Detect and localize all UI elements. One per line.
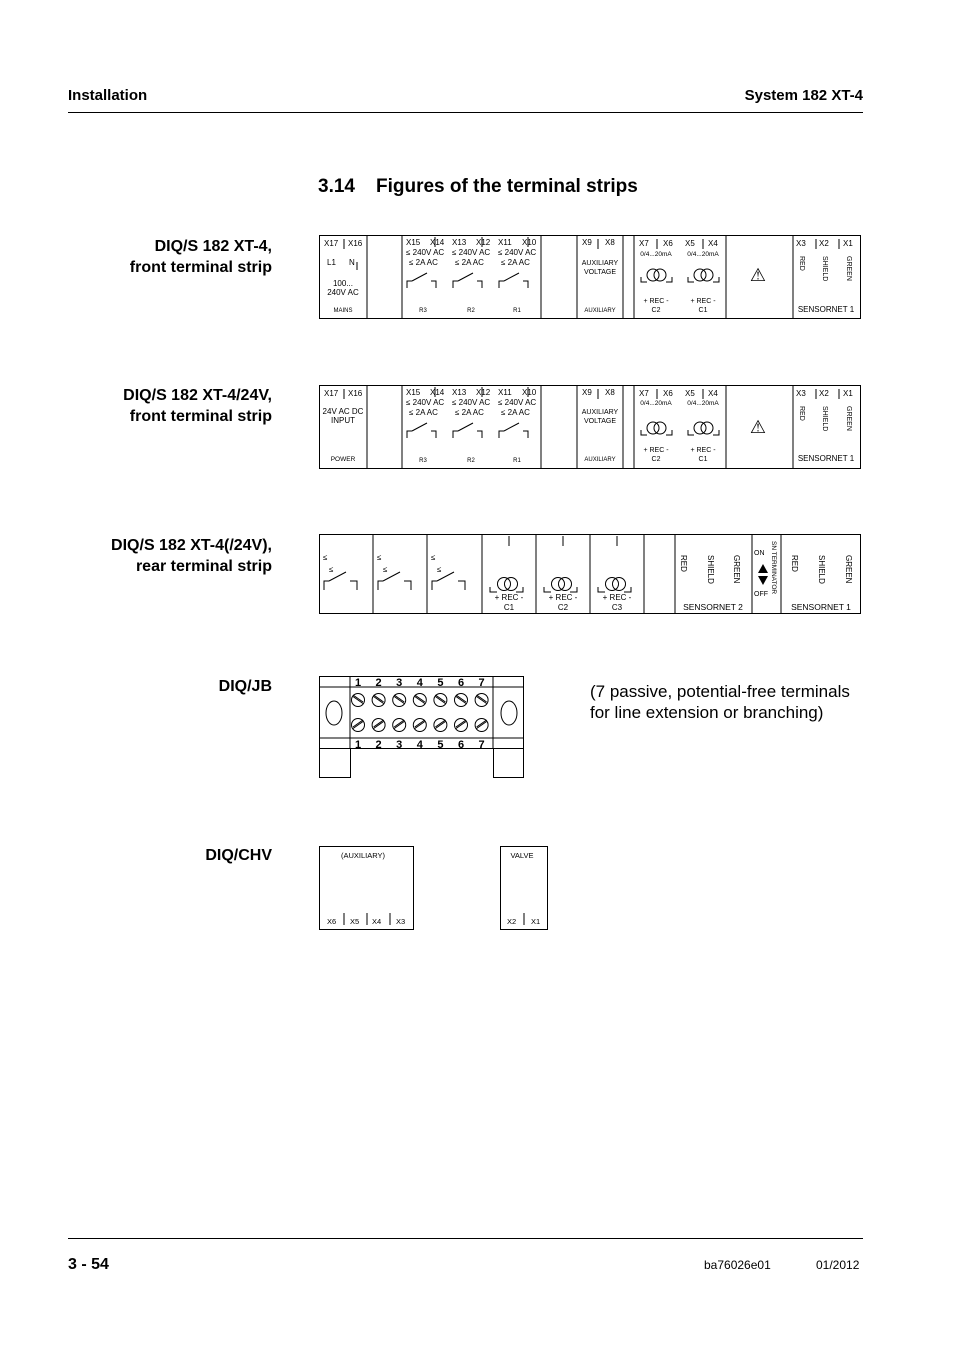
section-number: 3.14: [318, 176, 355, 197]
label-jb: DIQ/JB: [218, 678, 272, 695]
x15-term: X15: [406, 238, 421, 247]
r2-volt: ≤ 240V AC: [452, 248, 491, 257]
sn-red: RED: [798, 406, 805, 421]
r2-label: R2: [467, 308, 475, 314]
rear-c3-label: C3: [611, 603, 623, 612]
chv-x3-term: X3: [396, 917, 406, 926]
relay-r1-icon: [499, 423, 528, 438]
jb-screw-upper-2-icon: [372, 694, 385, 707]
relay-r1-icon: [499, 273, 528, 288]
x9-term: X9: [582, 238, 592, 247]
r1-amp: ≤ 2A AC: [501, 408, 530, 417]
r2-amp: ≤ 2A AC: [455, 408, 484, 417]
front24-terminal-strip: [319, 385, 861, 470]
r3-label: R3: [419, 308, 427, 314]
jb-top-number: 6: [457, 677, 465, 689]
sensornet1-label: SENSORNET 1: [797, 305, 855, 314]
x8-term: X8: [605, 388, 615, 397]
rear-relay-r2-icon: [378, 572, 411, 590]
aux-label: AUXILIARY: [584, 457, 616, 463]
jb-screw-upper-7-icon: [475, 694, 488, 707]
chv-x6-term: X6: [327, 917, 337, 926]
x3-term: X3: [796, 239, 806, 248]
rear-terminal-strip: [319, 534, 861, 616]
label-rear-line2: rear terminal strip: [135, 558, 272, 575]
mains-label: MAINS: [333, 308, 353, 314]
x8-term: X8: [605, 238, 615, 247]
rear-relay-r1-icon: [432, 572, 465, 590]
rear-relay-r3-icon: [324, 572, 357, 590]
sn-red: RED: [798, 256, 805, 271]
relay-r2-icon: [453, 273, 482, 288]
x2-term: X2: [819, 389, 829, 398]
rear-c1-rec: + REC -: [494, 593, 524, 602]
r2-label: R2: [467, 458, 475, 464]
rear-r2-le1: ≤: [377, 553, 382, 562]
r1-volt: ≤ 240V AC: [498, 398, 537, 407]
jb-screw-lower-7-icon: [475, 719, 488, 732]
r3-volt: ≤ 240V AC: [406, 248, 445, 257]
r1-amp: ≤ 2A AC: [501, 258, 530, 267]
x7-term: X7: [639, 239, 649, 248]
mains-volt-1: 100...: [332, 279, 354, 288]
mains-volt-2: 240V AC: [327, 288, 359, 297]
c2-range: 0/4...20mA: [640, 400, 672, 407]
rear-r3-le2: ≤: [329, 565, 334, 574]
jb-screw-lower-6-icon: [455, 719, 468, 732]
current-source-icons: [641, 422, 719, 435]
l1-pin: L1: [327, 258, 336, 267]
chv-terminal-blocks: [319, 846, 551, 932]
rear-r1-le2: ≤: [437, 565, 442, 574]
jb-screw-lower-2-icon: [372, 719, 385, 732]
terminator-on: ON: [754, 550, 765, 557]
current-source-c2-icon: [641, 269, 672, 282]
x16-term: X16: [348, 239, 363, 248]
relay-contact-icons: [407, 423, 528, 438]
label-front-line1: DIQ/S 182 XT-4,: [154, 238, 272, 255]
x4-term: X4: [708, 389, 718, 398]
jb-screw-lower-3-icon: [393, 719, 406, 732]
x11-term: X11: [498, 388, 512, 397]
rear-c2-rec: + REC -: [548, 593, 578, 602]
x14-term: X14: [430, 238, 445, 247]
r1-label: R1: [513, 458, 521, 464]
front-terminal-strip: [319, 235, 861, 320]
sn1-shield: SHIELD: [817, 555, 826, 584]
warning-icon: ⚠: [749, 265, 767, 285]
sn1-green: GREEN: [844, 555, 853, 584]
r1-label: R1: [513, 308, 521, 314]
x4-term: X4: [708, 239, 718, 248]
c2-label: C2: [651, 456, 661, 463]
jb-top-number: 2: [375, 677, 382, 689]
relay-contact-icons: [407, 273, 528, 288]
sn2-green: GREEN: [732, 555, 741, 584]
r3-amp: ≤ 2A AC: [409, 258, 438, 267]
current-source-icons: [641, 269, 719, 282]
chv-valve-title: VALVE: [510, 851, 534, 860]
power-label: POWER: [330, 456, 356, 463]
current-source-c1-icon: [688, 269, 719, 282]
terminator-label: SN TERMINATOR: [770, 541, 777, 595]
aux-text-1: AUXILIARY: [581, 260, 619, 267]
jb-bottom-number: 5: [437, 739, 444, 751]
power-text-2: INPUT: [331, 416, 355, 425]
x5-term: X5: [685, 389, 695, 398]
c1-rec: + REC -: [690, 298, 716, 305]
aux-text-2: VOLTAGE: [583, 269, 617, 276]
x1-term: X1: [843, 389, 853, 398]
jb-mounting-hole-left: [326, 701, 342, 725]
label-front-strip: [130, 236, 272, 278]
x10-term: X10: [522, 238, 537, 247]
rear-r1-le1: ≤: [431, 553, 436, 562]
x14-term: X14: [430, 388, 445, 397]
jb-note-line1: (7 passive, potential-free terminals: [590, 682, 850, 701]
sn-green: GREEN: [845, 256, 852, 281]
sensornet1-label: SENSORNET 1: [797, 454, 855, 463]
chv-x2-term: X2: [507, 917, 517, 926]
jb-bottom-number: 4: [416, 739, 423, 751]
c2-range: 0/4...20mA: [640, 251, 672, 258]
jb-top-number: 4: [416, 677, 423, 689]
sn2-red: RED: [679, 555, 688, 572]
x10-term: X10: [522, 388, 537, 397]
rear-current-c1-icon: [490, 578, 523, 593]
power-text-1: 24V AC DC: [322, 407, 364, 416]
c2-rec: + REC -: [643, 447, 669, 454]
jb-bottom-number: 2: [375, 739, 382, 751]
chv-x4-term: X4: [372, 917, 382, 926]
jb-note-line2: for line extension or branching): [590, 703, 824, 722]
relay-r3-icon: [407, 423, 436, 438]
rear-current-c3-icon: [598, 578, 631, 593]
label-chv: DIQ/CHV: [205, 847, 272, 864]
n-pin: N: [349, 258, 355, 267]
jb-top-number: 5: [437, 677, 444, 689]
sn-shield: SHIELD: [821, 256, 828, 282]
rear-current-c2-icon: [544, 578, 577, 593]
terminator-off: OFF: [754, 591, 768, 598]
x17-term: X17: [324, 239, 339, 248]
jb-terminal-block: [319, 676, 525, 780]
rear-r3-le1: ≤: [323, 553, 328, 562]
relay-r2-icon: [453, 423, 482, 438]
aux-label: AUXILIARY: [584, 308, 616, 314]
r1-volt: ≤ 240V AC: [498, 248, 537, 257]
jb-bottom-number: 6: [457, 739, 465, 751]
header-left: Installation: [68, 87, 148, 104]
jb-screw-lower-4-icon: [413, 719, 426, 732]
c1-range: 0/4...20mA: [687, 251, 719, 258]
label-front24-strip: [123, 385, 272, 427]
jb-bottom-number: 7: [478, 739, 485, 751]
jb-bottom-number: 1: [354, 739, 362, 751]
jb-screw-upper-1-icon: [352, 694, 365, 707]
sensornet2-label: SENSORNET 2: [683, 602, 743, 612]
jb-screw-upper-5-icon: [434, 694, 447, 707]
label-rear-strip: [111, 535, 272, 577]
aux-text-1: AUXILIARY: [581, 409, 619, 416]
x6-term: X6: [663, 239, 673, 248]
x12-term: X12: [476, 388, 491, 397]
c1-rec: + REC -: [690, 447, 716, 454]
jb-mounting-hole-right: [501, 701, 517, 725]
jb-bottom-number: 3: [396, 739, 403, 751]
label-front24-line2: front terminal strip: [129, 408, 272, 425]
jb-top-number: 1: [354, 677, 362, 689]
jb-screw-lower-1-icon: [352, 719, 365, 732]
chv-x1-term: X1: [531, 917, 541, 926]
x17-term: X17: [324, 389, 339, 398]
jb-top-number: 3: [396, 677, 403, 689]
current-source-c1-icon: [688, 422, 719, 435]
rear-relay-icons: [324, 572, 465, 590]
x7-term: X7: [639, 389, 649, 398]
section-title-text: Figures of the terminal strips: [376, 176, 638, 197]
x5-term: X5: [685, 239, 695, 248]
sensornet1-label: SENSORNET 1: [791, 602, 851, 612]
x16-term: X16: [348, 389, 363, 398]
jb-top-number: 7: [478, 677, 485, 689]
section-title: [318, 176, 638, 198]
sn2-shield: SHIELD: [706, 555, 715, 584]
x11-term: X11: [498, 238, 512, 247]
sn-green: GREEN: [845, 406, 852, 431]
x13-term: X13: [452, 238, 467, 247]
c2-rec: + REC -: [643, 298, 669, 305]
current-source-c2-icon: [641, 422, 672, 435]
rear-c1-label: C1: [503, 603, 515, 612]
jb-screw-upper-3-icon: [393, 694, 406, 707]
aux-text-2: VOLTAGE: [583, 418, 617, 425]
r2-amp: ≤ 2A AC: [455, 258, 484, 267]
c1-label: C1: [698, 456, 708, 463]
x6-term: X6: [663, 389, 673, 398]
c1-label: C1: [698, 307, 708, 314]
label-rear-line1: DIQ/S 182 XT-4(/24V),: [111, 537, 272, 554]
c2-label: C2: [651, 307, 661, 314]
jb-screw-upper-4-icon: [413, 694, 426, 707]
footer-rule: [68, 1238, 863, 1239]
x9-term: X9: [582, 388, 592, 397]
x13-term: X13: [452, 388, 467, 397]
r3-label: R3: [419, 458, 427, 464]
rear-c3-rec: + REC -: [602, 593, 632, 602]
rear-c2-label: C2: [557, 603, 569, 612]
page-number: 3 - 54: [68, 1256, 109, 1273]
x12-term: X12: [476, 238, 491, 247]
r3-volt: ≤ 240V AC: [406, 398, 445, 407]
x1-term: X1: [843, 239, 853, 248]
doc-number: ba76026e01: [704, 1258, 771, 1272]
x2-term: X2: [819, 239, 829, 248]
r3-amp: ≤ 2A AC: [409, 408, 438, 417]
jb-screw-upper-6-icon: [455, 694, 468, 707]
x3-term: X3: [796, 389, 806, 398]
warning-icon: ⚠: [749, 417, 767, 437]
rear-current-icons: [490, 578, 631, 593]
sn1-red: RED: [790, 555, 799, 572]
header-rule: [68, 112, 863, 113]
r2-volt: ≤ 240V AC: [452, 398, 491, 407]
rear-r2-le2: ≤: [383, 565, 388, 574]
doc-date: 01/2012: [816, 1258, 860, 1272]
header-right: System 182 XT-4: [744, 87, 863, 104]
sn-shield: SHIELD: [821, 406, 828, 432]
terminator-switch-icon: [758, 564, 768, 585]
x15-term: X15: [406, 388, 421, 397]
jb-note: [590, 681, 850, 723]
label-front24-line1: DIQ/S 182 XT-4/24V,: [123, 387, 272, 404]
c1-range: 0/4...20mA: [687, 400, 719, 407]
chv-x5-term: X5: [350, 917, 360, 926]
jb-screw-lower-5-icon: [434, 719, 447, 732]
label-front-line2: front terminal strip: [129, 259, 272, 276]
chv-aux-title: (AUXILIARY): [340, 851, 386, 860]
relay-r3-icon: [407, 273, 436, 288]
